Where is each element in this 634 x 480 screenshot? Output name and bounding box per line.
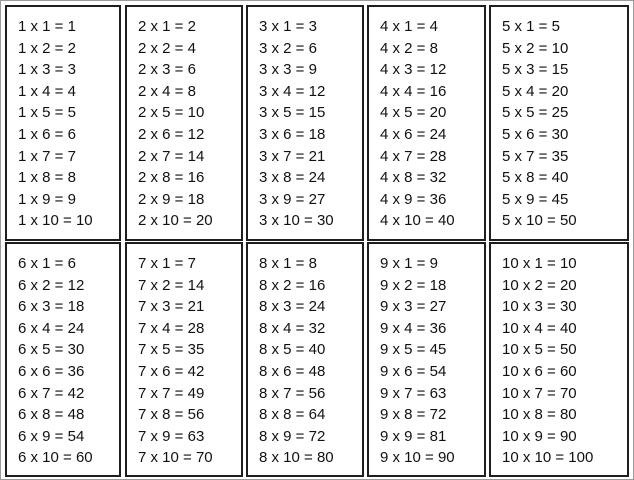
table-3-line: 3 x 8 = 24: [259, 169, 326, 187]
table-1-line: 1 x 10 = 10: [18, 212, 93, 230]
table-1-line: 1 x 1 = 1: [18, 18, 76, 35]
table-7-line: 7 x 1 = 7: [138, 255, 196, 272]
table-4-line: 4 x 9 = 36: [380, 190, 447, 208]
table-9: [367, 242, 486, 477]
table-4-line: 4 x 10 = 40: [380, 212, 455, 230]
table-3-line: 3 x 10 = 30: [259, 212, 334, 230]
table-3-line: 3 x 1 = 3: [259, 18, 317, 35]
table-3: [246, 5, 364, 241]
table-2-line: 2 x 6 = 12: [138, 125, 205, 143]
table-2-line: 2 x 7 = 14: [138, 147, 205, 165]
table-1-line: 1 x 4 = 4: [18, 82, 76, 100]
table-3-line: 3 x 4 = 12: [259, 82, 326, 100]
table-10-line: 10 x 9 = 90: [502, 427, 577, 445]
table-9-line: 9 x 9 = 81: [380, 427, 447, 445]
table-9-line: 9 x 6 = 54: [380, 362, 447, 380]
table-3-line: 3 x 6 = 18: [259, 125, 326, 143]
table-2-line: 2 x 9 = 18: [138, 190, 205, 208]
table-10-line: 10 x 6 = 60: [502, 362, 577, 380]
table-10: [489, 242, 629, 477]
table-4-line: 4 x 7 = 28: [380, 147, 447, 165]
table-4-line: 4 x 8 = 32: [380, 169, 447, 187]
table-5-line: 5 x 7 = 35: [502, 147, 569, 165]
table-7-line: 7 x 5 = 35: [138, 341, 205, 359]
table-7-line: 7 x 8 = 56: [138, 406, 205, 424]
table-3-line: 3 x 9 = 27: [259, 190, 326, 208]
table-1-line: 1 x 8 = 8: [18, 169, 76, 187]
table-10-line: 10 x 3 = 30: [502, 298, 577, 316]
table-5: [489, 5, 629, 241]
table-3-line: 3 x 2 = 6: [259, 39, 317, 57]
table-6: [5, 242, 121, 477]
table-8-line: 8 x 10 = 80: [259, 449, 334, 467]
table-10-line: 10 x 2 = 20: [502, 276, 577, 294]
table-6-line: 6 x 8 = 48: [18, 406, 85, 424]
table-8-line: 8 x 8 = 64: [259, 406, 326, 424]
table-10-line: 10 x 5 = 50: [502, 341, 577, 359]
table-5-line: 5 x 6 = 30: [502, 125, 569, 143]
table-4-line: 4 x 3 = 12: [380, 61, 447, 79]
table-1-line: 1 x 7 = 7: [18, 147, 76, 165]
table-5-line: 5 x 10 = 50: [502, 212, 577, 230]
table-10-line: 10 x 4 = 40: [502, 319, 577, 337]
table-8-line: 8 x 4 = 32: [259, 319, 326, 337]
table-3-line: 3 x 7 = 21: [259, 147, 326, 165]
table-10-line: 10 x 8 = 80: [502, 406, 577, 424]
table-5-line: 5 x 2 = 10: [502, 39, 569, 57]
table-6-line: 6 x 10 = 60: [18, 449, 93, 467]
table-4-line: 4 x 5 = 20: [380, 104, 447, 122]
table-5-line: 5 x 5 = 25: [502, 104, 569, 122]
table-7-line: 7 x 6 = 42: [138, 362, 205, 380]
table-7-line: 7 x 4 = 28: [138, 319, 205, 337]
table-8-line: 8 x 1 = 8: [259, 255, 317, 272]
table-2-line: 2 x 10 = 20: [138, 212, 213, 230]
table-1-line: 1 x 5 = 5: [18, 104, 76, 122]
table-9-line: 9 x 2 = 18: [380, 276, 447, 294]
table-7-line: 7 x 7 = 49: [138, 384, 205, 402]
table-5-line: 5 x 4 = 20: [502, 82, 569, 100]
table-6-line: 6 x 2 = 12: [18, 276, 85, 294]
table-9-line: 9 x 1 = 9: [380, 255, 438, 272]
table-7: [125, 242, 243, 477]
table-10-line: 10 x 7 = 70: [502, 384, 577, 402]
table-2-line: 2 x 2 = 4: [138, 39, 196, 57]
table-4: [367, 5, 486, 241]
table-9-line: 9 x 7 = 63: [380, 384, 447, 402]
table-8-line: 8 x 9 = 72: [259, 427, 326, 445]
table-5-line: 5 x 9 = 45: [502, 190, 569, 208]
table-4-line: 4 x 1 = 4: [380, 18, 438, 35]
table-5-line: 5 x 1 = 5: [502, 18, 560, 35]
table-6-line: 6 x 3 = 18: [18, 298, 85, 316]
table-9-line: 9 x 10 = 90: [380, 449, 455, 467]
table-2-line: 2 x 5 = 10: [138, 104, 205, 122]
table-8-line: 8 x 5 = 40: [259, 341, 326, 359]
table-3-line: 3 x 3 = 9: [259, 61, 317, 79]
table-8-line: 8 x 3 = 24: [259, 298, 326, 316]
table-2-line: 2 x 4 = 8: [138, 82, 196, 100]
table-3-line: 3 x 5 = 15: [259, 104, 326, 122]
table-8-line: 8 x 2 = 16: [259, 276, 326, 294]
table-1-line: 1 x 2 = 2: [18, 39, 76, 57]
table-1-line: 1 x 9 = 9: [18, 190, 76, 208]
table-10-line: 10 x 10 = 100: [502, 449, 594, 467]
table-9-line: 9 x 3 = 27: [380, 298, 447, 316]
table-7-line: 7 x 9 = 63: [138, 427, 205, 445]
table-8-line: 8 x 7 = 56: [259, 384, 326, 402]
table-2-line: 2 x 3 = 6: [138, 61, 196, 79]
table-10-line: 10 x 1 = 10: [502, 255, 577, 272]
table-4-line: 4 x 2 = 8: [380, 39, 438, 57]
table-6-line: 6 x 7 = 42: [18, 384, 85, 402]
table-8: [246, 242, 364, 477]
table-6-line: 6 x 4 = 24: [18, 319, 85, 337]
table-1-line: 1 x 3 = 3: [18, 61, 76, 79]
table-9-line: 9 x 8 = 72: [380, 406, 447, 424]
table-6-line: 6 x 5 = 30: [18, 341, 85, 359]
table-4-line: 4 x 6 = 24: [380, 125, 447, 143]
table-2: [125, 5, 243, 241]
table-6-line: 6 x 9 = 54: [18, 427, 85, 445]
table-1: [5, 5, 121, 241]
table-9-line: 9 x 5 = 45: [380, 341, 447, 359]
table-1-line: 1 x 6 = 6: [18, 125, 76, 143]
table-2-line: 2 x 8 = 16: [138, 169, 205, 187]
table-7-line: 7 x 10 = 70: [138, 449, 213, 467]
table-8-line: 8 x 6 = 48: [259, 362, 326, 380]
table-7-line: 7 x 3 = 21: [138, 298, 205, 316]
table-4-line: 4 x 4 = 16: [380, 82, 447, 100]
table-9-line: 9 x 4 = 36: [380, 319, 447, 337]
table-7-line: 7 x 2 = 14: [138, 276, 205, 294]
table-6-line: 6 x 1 = 6: [18, 255, 76, 272]
table-5-line: 5 x 3 = 15: [502, 61, 569, 79]
table-2-line: 2 x 1 = 2: [138, 18, 196, 35]
table-6-line: 6 x 6 = 36: [18, 362, 85, 380]
table-5-line: 5 x 8 = 40: [502, 169, 569, 187]
